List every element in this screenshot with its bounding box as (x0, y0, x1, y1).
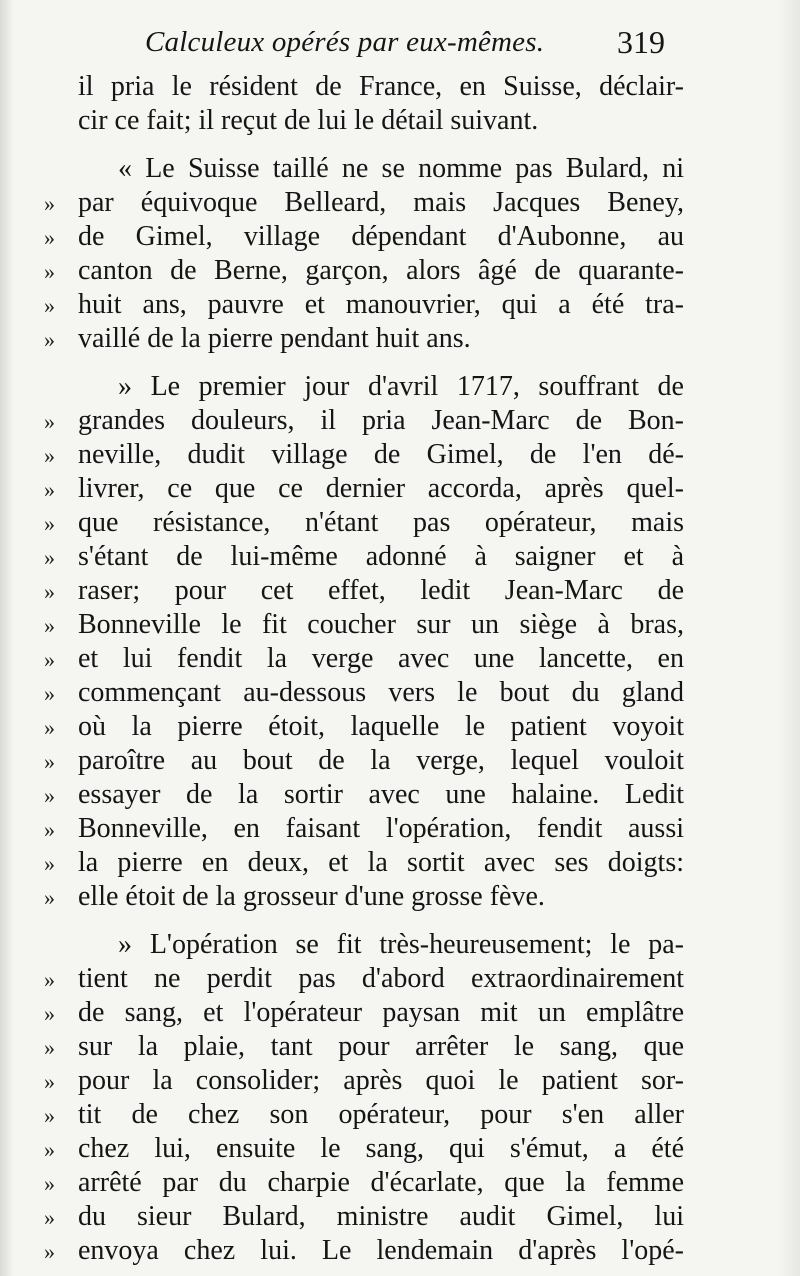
line-text: du sieur Bulard, ministre audit Gimel, lui (78, 1201, 684, 1232)
text-line (44, 1200, 684, 1234)
text-line (44, 152, 684, 186)
running-head: Calculeux opérés par eux-mêmes. (145, 26, 545, 58)
line-text: canton de Berne, garçon, alors âgé de quarante- (78, 255, 684, 286)
text-line (44, 710, 684, 744)
quote-mark: » (44, 409, 55, 434)
line-text: de sang, et l'opérateur paysan mit un emplâtre (78, 997, 684, 1028)
quote-mark: » (44, 715, 55, 740)
line-text: pour la consolider; après quoi le patient sor- (78, 1065, 684, 1096)
line-text: il pria le résident de France, en Suisse, déclair- (78, 71, 684, 102)
text-line (44, 1064, 684, 1098)
text-line (44, 404, 684, 438)
line-text: que résistance, n'étant pas opérateur, mais (78, 507, 684, 538)
text-line (44, 928, 684, 962)
text-line (44, 996, 684, 1030)
line-text: la pierre en deux, et la sortit avec ses doigts: (78, 847, 684, 878)
text-line (44, 220, 684, 254)
page-edge-right (778, 0, 800, 1276)
text-line (44, 676, 684, 710)
text-line (44, 880, 684, 914)
quote-mark: » (44, 293, 55, 318)
body-text (44, 70, 684, 1268)
line-text: cir ce fait; il reçut de lui le détail suivant. (78, 105, 539, 136)
text-line (44, 778, 684, 812)
line-text: vaillé de la pierre pendant huit ans. (78, 323, 471, 354)
quote-mark: » (44, 1035, 55, 1060)
text-line (44, 1030, 684, 1064)
text-line (44, 642, 684, 676)
line-text: Bonneville le fit coucher sur un siège à bras, (78, 609, 684, 640)
line-text: de Gimel, village dépendant d'Aubonne, au (78, 221, 684, 252)
line-text: livrer, ce que ce dernier accorda, après quel- (78, 473, 684, 504)
line-text: essayer de la sortir avec une halaine. Ledit (78, 779, 684, 810)
line-text: arrêté par du charpie d'écarlate, que la femme (78, 1167, 684, 1198)
text-line (44, 254, 684, 288)
text-line (44, 1234, 684, 1268)
quote-mark: » (44, 545, 55, 570)
quote-mark: » (44, 1171, 55, 1196)
text-line (44, 962, 684, 996)
quote-mark: » (44, 477, 55, 502)
page-edge-left (0, 0, 14, 1276)
text-line (44, 288, 684, 322)
quote-mark: » (44, 851, 55, 876)
text-line (44, 506, 684, 540)
quote-mark: » (44, 1103, 55, 1128)
text-line (44, 186, 684, 220)
line-text: Bonneville, en faisant l'opération, fendit aussi (78, 813, 684, 844)
text-line (44, 104, 684, 138)
text-line (44, 70, 684, 104)
quote-mark: » (44, 681, 55, 706)
text-line (44, 472, 684, 506)
text-line (44, 370, 684, 404)
text-line (44, 1166, 684, 1200)
quote-mark: » (44, 783, 55, 808)
quote-mark: » (44, 1239, 55, 1264)
quote-mark: » (44, 443, 55, 468)
text-line (44, 1098, 684, 1132)
quote-mark: » (44, 1069, 55, 1094)
line-text: sur la plaie, tant pour arrêter le sang, que (78, 1031, 684, 1062)
line-text: huit ans, pauvre et manouvrier, qui a été tra- (78, 289, 684, 320)
text-line (44, 812, 684, 846)
quote-mark: » (44, 647, 55, 672)
text-line (44, 608, 684, 642)
quote-mark: » (44, 327, 55, 352)
line-text: envoya chez lui. Le lendemain d'après l'opé- (78, 1235, 684, 1266)
line-text: chez lui, ensuite le sang, qui s'émut, a été (78, 1133, 684, 1164)
text-line (44, 574, 684, 608)
quote-mark: » (44, 885, 55, 910)
page-number: 319 (617, 24, 665, 60)
quote-mark: » (44, 817, 55, 842)
quote-mark: » (44, 613, 55, 638)
line-text: paroître au bout de la verge, lequel vouloit (78, 745, 684, 776)
text-line (44, 1132, 684, 1166)
line-text: raser; pour cet effet, ledit Jean-Marc de (78, 575, 684, 606)
line-text: où la pierre étoit, laquelle le patient voyoit (78, 711, 684, 742)
line-text: grandes douleurs, il pria Jean-Marc de Bon- (78, 405, 684, 436)
text-line (44, 846, 684, 880)
quote-mark: » (44, 511, 55, 536)
text-line (44, 540, 684, 574)
text-line (44, 438, 684, 472)
line-text: « Le Suisse taillé ne se nomme pas Bulard, ni (118, 153, 684, 184)
quote-mark: » (44, 579, 55, 604)
quote-mark: » (44, 191, 55, 216)
line-text: par équivoque Belleard, mais Jacques Beney, (78, 187, 684, 218)
line-text: » Le premier jour d'avril 1717, souffrant de (118, 371, 684, 402)
page-header (145, 20, 665, 64)
line-text: neville, dudit village de Gimel, de l'en dé- (78, 439, 684, 470)
line-text: s'étant de lui-même adonné à saigner et à (78, 541, 684, 572)
line-text: commençant au-dessous vers le bout du gland (78, 677, 684, 708)
line-text: elle étoit de la grosseur d'une grosse fève. (78, 881, 545, 912)
quote-mark: » (44, 1137, 55, 1162)
line-text: tit de chez son opérateur, pour s'en aller (78, 1099, 684, 1130)
quote-mark: » (44, 1001, 55, 1026)
line-text: tient ne perdit pas d'abord extraordinairement (78, 963, 684, 994)
text-line (44, 744, 684, 778)
quote-mark: » (44, 749, 55, 774)
quote-mark: » (44, 1205, 55, 1230)
quote-mark: » (44, 225, 55, 250)
line-text: et lui fendit la verge avec une lancette, en (78, 643, 684, 674)
line-text: » L'opération se fit très-heureusement; le pa- (118, 929, 684, 960)
quote-mark: » (44, 259, 55, 284)
text-line (44, 322, 684, 356)
quote-mark: » (44, 967, 55, 992)
